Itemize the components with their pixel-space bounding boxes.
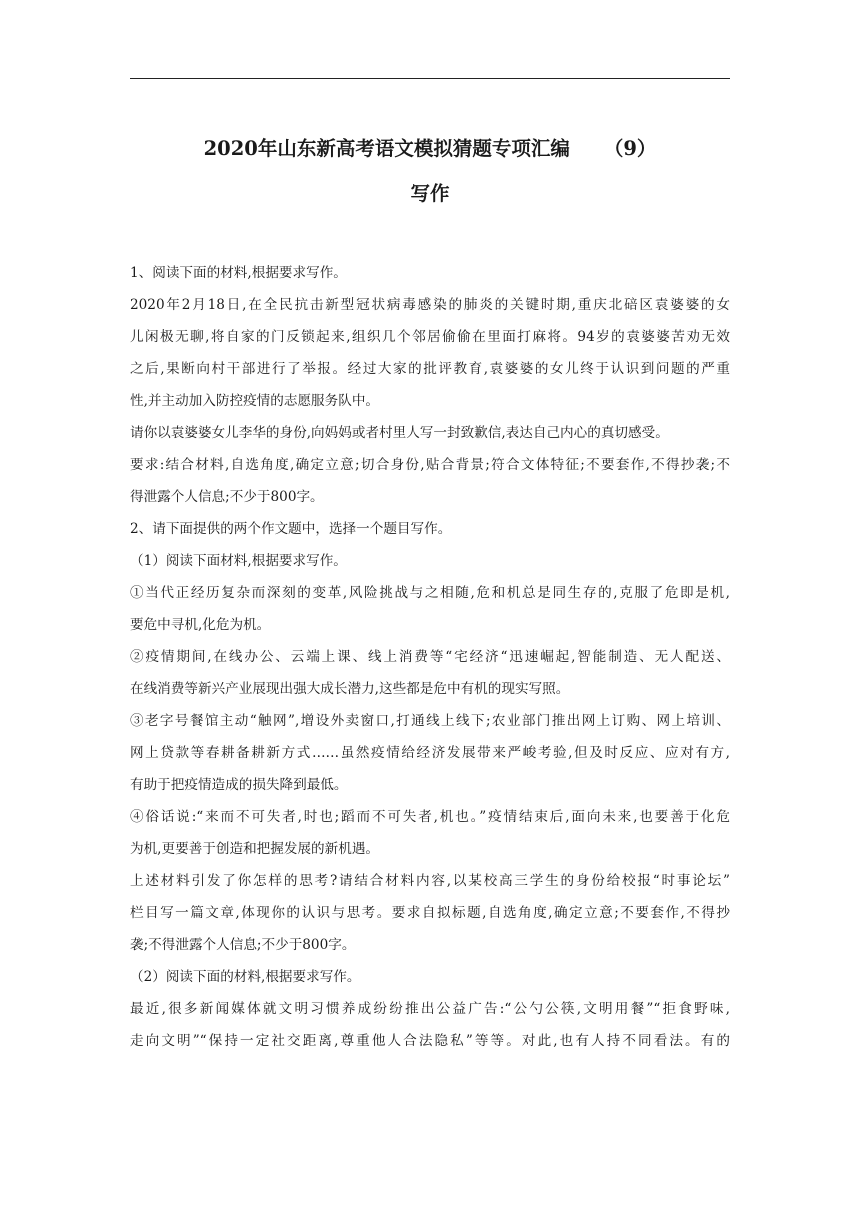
title-issue: （9） <box>603 137 657 160</box>
text-line: ③老字号餐馆主动“触网”,增设外卖窗口,打通线上线下;农业部门推出网上订购、网上培训、 <box>130 713 730 729</box>
text-line: 有助于把疫情造成的损失降到最低。 <box>130 777 348 793</box>
text-line: 之后,果断向村干部进行了举报。经过大家的批评教育,袁婆婆的女儿终于认识到问题的严重 <box>130 361 730 377</box>
text-line: 最近,很多新闻媒体就文明习惯养成纷纷推出公益广告:“公勺公筷,文明用餐”“拒食野味, <box>130 1001 730 1017</box>
text-line: 2020年2月18日,在全民抗击新型冠状病毒感染的肺炎的关键时期,重庆北碚区袁婆婆的女 <box>130 297 730 313</box>
text-line: 袭;不得泄露个人信息;不少于800字。 <box>130 937 356 953</box>
text-line: 上述材料引发了你怎样的思考?请结合材料内容,以某校高三学生的身份给校报“时事论坛” <box>130 873 730 889</box>
title-text: 2020年山东新高考语文模拟猜题专项汇编 <box>203 137 570 160</box>
text-line: 栏目写一篇文章,体现你的认识与思考。要求自拟标题,自选角度,确定立意;不要套作,不得抄 <box>130 905 730 921</box>
document-body <box>130 257 730 1057</box>
text-line: 性,并主动加入防控疫情的志愿服务队中。 <box>130 393 380 409</box>
text-line: 得泄露个人信息;不少于800字。 <box>130 489 324 505</box>
text-line: 走向文明”“保持一定社交距离,尊重他人合法隐私”等等。对此,也有人持不同看法。有的 <box>130 1033 730 1049</box>
text-line: ②疫情期间,在线办公、云端上课、线上消费等“宅经济“迅速崛起,智能制造、无人配送、 <box>130 649 730 665</box>
text-line: 要危中寻机,化危为机。 <box>130 617 271 633</box>
question-2-heading: 2、请下面提供的两个作文题中，选择一个题目写作。 <box>130 521 452 537</box>
question-1-heading: 1、阅读下面的材料,根据要求写作。 <box>130 265 347 281</box>
text-line: 要求:结合材料,自选角度,确定立意;切合身份,贴合背景;符合文体特征;不要套作,不得抄袭;不 <box>130 457 730 473</box>
text-line: ④俗话说:“来而不可失者,时也;蹈而不可失者,机也。”疫情结束后,面向未来,也要善于化危 <box>130 809 730 825</box>
document-subtitle: 写作 <box>410 182 450 205</box>
text-line: 在线消费等新兴产业展现出强大成长潜力,这些都是危中有机的现实写照。 <box>130 681 570 697</box>
sub-question-2-heading: （2）阅读下面的材料,根据要求写作。 <box>130 969 361 985</box>
document-title <box>130 134 730 164</box>
text-line: 为机,更要善于创造和把握发展的新机遇。 <box>130 841 380 857</box>
text-line: 请你以袁婆婆女儿李华的身份,向妈妈或者村里人写一封致歉信,表达自己内心的真切感受。 <box>130 425 669 441</box>
text-line: 儿闲极无聊,将自家的门反锁起来,组织几个邻居偷偷在里面打麻将。94岁的袁婆婆苦劝无效 <box>130 329 730 345</box>
header-rule <box>130 78 730 79</box>
text-line: ①当代正经历复杂而深刻的变革,风险挑战与之相随,危和机总是同生存的,克服了危即是机, <box>130 585 730 601</box>
sub-question-1-heading: （1）阅读下面材料,根据要求写作。 <box>130 553 347 569</box>
text-line: 网上贷款等春耕备耕新方式……虽然疫情给经济发展带来严峻考验,但及时反应、应对有方, <box>130 745 730 761</box>
